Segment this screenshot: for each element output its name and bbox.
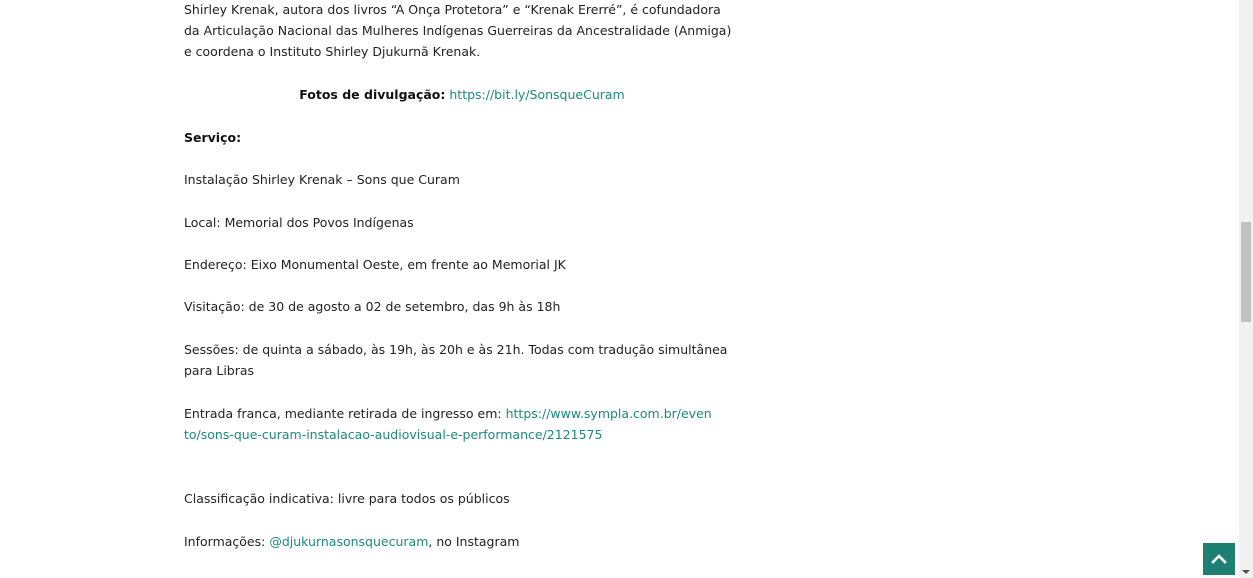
service-heading: Serviço:: [184, 130, 242, 145]
service-heading-paragraph: [184, 127, 740, 148]
chevron-up-icon: [1211, 551, 1227, 567]
entry-text: Entrada franca, mediante retirada de ingresso em:: [184, 406, 502, 421]
address-line: Endereço: Eixo Monumental Oeste, em frente ao Memorial JK: [184, 257, 566, 272]
sessions-line: Sessões: de quinta a sábado, às 19h, às 20h e às 21h. Todas com tradução simultânea para Libras: [184, 342, 728, 379]
info-label: Informações:: [184, 534, 266, 549]
instagram-link[interactable]: @djukurnasonsquecuram: [269, 534, 429, 549]
back-to-top-button[interactable]: [1203, 543, 1235, 575]
visiting-hours-line: Visitação: de 30 de agosto a 02 de setembro, das 9h às 18h: [184, 299, 561, 314]
rating-line: Classificação indicativa: livre para todos os públicos: [184, 491, 510, 506]
photos-paragraph: [184, 84, 740, 105]
photos-label: Fotos de divulgação:: [299, 87, 446, 102]
info-suffix: , no Instagram: [428, 534, 520, 549]
photos-link[interactable]: https://bit.ly/SonsqueCuram: [449, 87, 625, 102]
intro-paragraph: Shirley Krenak, autora dos livros “A Onça Protetora” e “Krenak Ererré”, é cofundadora da Articulação Nacional das Mulheres Indígenas Guerreiras da Ancestralidade (Anmiga) e coordena o Instituto Shirley Djukurnã Krenak.: [184, 2, 732, 60]
entry-paragraph: [184, 403, 714, 445]
scrollbar-thumb[interactable]: [1241, 222, 1251, 322]
info-paragraph: [184, 531, 740, 552]
location-line: Local: Memorial dos Povos Indígenas: [184, 215, 414, 230]
installation-line: Instalação Shirley Krenak – Sons que Curam: [184, 172, 460, 187]
page-scrollbar[interactable]: [1239, 0, 1253, 578]
scroll-down-arrow-icon[interactable]: [1242, 570, 1250, 574]
ticket-link[interactable]: https://www.sympla.com.br/evento/sons-que-curam-instalacao-audiovisual-e-performance/2121575: [184, 406, 712, 443]
